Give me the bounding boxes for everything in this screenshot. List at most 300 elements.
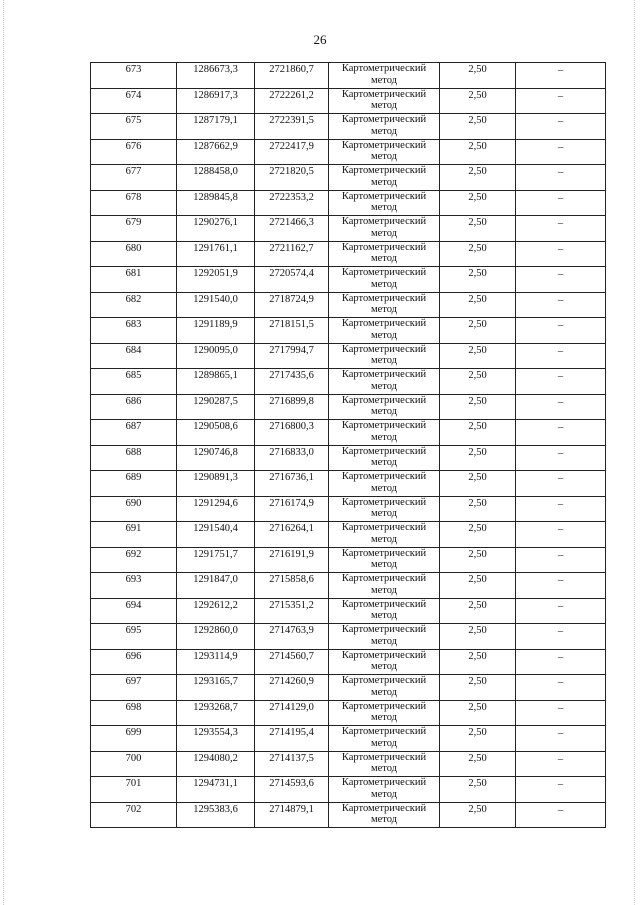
x-coordinate-cell <box>177 547 255 573</box>
note-value: – <box>557 498 564 510</box>
note-value: – <box>557 269 564 280</box>
precision-cell <box>440 802 516 828</box>
note-cell <box>516 216 606 242</box>
y-coordinate-cell <box>255 547 329 573</box>
point-number-cell <box>91 751 177 777</box>
point-number-value: 680 <box>125 242 142 254</box>
x-coordinate-value: 1290287,5 <box>193 395 238 407</box>
note-value: – <box>557 702 564 714</box>
note-value: – <box>557 65 564 76</box>
x-coordinate-value: 1291540,0 <box>193 293 238 305</box>
method-cell <box>329 675 440 701</box>
y-coordinate-value: 2714137,5 <box>269 752 314 764</box>
point-number-value: 698 <box>125 701 142 713</box>
table-row <box>91 598 606 624</box>
precision-value: 2,50 <box>468 599 487 611</box>
method-cell <box>329 165 440 191</box>
precision-cell <box>440 573 516 599</box>
x-coordinate-value: 1291751,7 <box>193 548 238 560</box>
note-cell <box>516 190 606 216</box>
y-coordinate-cell <box>255 318 329 344</box>
y-coordinate-value: 2716736,1 <box>269 472 314 483</box>
note-cell <box>516 318 606 344</box>
precision-value: 2,50 <box>468 293 487 305</box>
table-row <box>91 190 606 216</box>
note-cell <box>516 114 606 140</box>
table-row <box>91 675 606 701</box>
note-cell <box>516 547 606 573</box>
note-value: – <box>557 600 564 612</box>
point-number-cell <box>91 445 177 471</box>
method-value: Картометрический метод <box>341 343 427 366</box>
precision-value: 2,50 <box>468 701 487 713</box>
x-coordinate-cell <box>177 190 255 216</box>
note-value: – <box>557 294 564 306</box>
y-coordinate-cell <box>255 292 329 318</box>
precision-cell <box>440 165 516 191</box>
table-row <box>91 700 606 726</box>
x-coordinate-value: 1291847,0 <box>193 574 238 585</box>
precision-cell <box>440 700 516 726</box>
coordinates-table-body <box>91 63 606 828</box>
point-number-value: 700 <box>125 752 142 764</box>
note-cell <box>516 471 606 497</box>
precision-value: 2,50 <box>468 625 487 636</box>
table-row <box>91 241 606 267</box>
point-number-value: 682 <box>125 293 142 305</box>
precision-value: 2,50 <box>468 574 487 585</box>
table-row <box>91 420 606 446</box>
method-value: Картометрический метод <box>341 394 427 417</box>
y-coordinate-value: 2718151,5 <box>269 319 314 330</box>
y-coordinate-cell <box>255 522 329 548</box>
note-cell <box>516 496 606 522</box>
note-value: – <box>557 320 564 331</box>
y-coordinate-value: 2721860,7 <box>269 64 314 75</box>
point-number-cell <box>91 139 177 165</box>
y-coordinate-value: 2721162,7 <box>269 242 314 254</box>
method-value: Картометрический метод <box>341 88 427 111</box>
point-number-value: 691 <box>125 523 142 534</box>
precision-value: 2,50 <box>468 548 487 560</box>
precision-value: 2,50 <box>468 89 487 101</box>
y-coordinate-value: 2721820,5 <box>269 166 314 177</box>
y-coordinate-cell <box>255 165 329 191</box>
precision-value: 2,50 <box>468 166 487 177</box>
point-number-value: 674 <box>125 89 142 101</box>
note-cell <box>516 726 606 752</box>
precision-cell <box>440 547 516 573</box>
x-coordinate-cell <box>177 777 255 803</box>
x-coordinate-cell <box>177 700 255 726</box>
y-coordinate-value: 2721466,3 <box>269 217 314 228</box>
precision-value: 2,50 <box>468 446 487 458</box>
y-coordinate-value: 2720574,4 <box>269 268 314 279</box>
y-coordinate-cell <box>255 649 329 675</box>
y-coordinate-cell <box>255 369 329 395</box>
y-coordinate-cell <box>255 777 329 803</box>
method-cell <box>329 777 440 803</box>
method-cell <box>329 471 440 497</box>
note-value: – <box>557 422 564 433</box>
x-coordinate-cell <box>177 420 255 446</box>
point-number-cell <box>91 777 177 803</box>
x-coordinate-cell <box>177 675 255 701</box>
note-value: – <box>557 345 564 357</box>
method-cell <box>329 649 440 675</box>
point-number-cell <box>91 420 177 446</box>
x-coordinate-value: 1293165,7 <box>193 676 238 687</box>
point-number-cell <box>91 216 177 242</box>
point-number-value: 694 <box>125 599 142 611</box>
note-value: – <box>557 90 564 102</box>
note-value: – <box>557 677 564 688</box>
point-number-cell <box>91 547 177 573</box>
method-value: Картометрический метод <box>341 318 427 341</box>
precision-value: 2,50 <box>468 115 487 126</box>
point-number-value: 688 <box>125 446 142 458</box>
x-coordinate-cell <box>177 522 255 548</box>
method-value: Картометрический метод <box>341 190 427 213</box>
y-coordinate-value: 2718724,9 <box>269 293 314 305</box>
table-row <box>91 139 606 165</box>
note-cell <box>516 675 606 701</box>
y-coordinate-value: 2715858,6 <box>269 574 314 585</box>
note-value: – <box>557 447 564 459</box>
y-coordinate-value: 2714560,7 <box>269 650 314 662</box>
y-coordinate-cell <box>255 420 329 446</box>
precision-cell <box>440 598 516 624</box>
method-cell <box>329 394 440 420</box>
note-cell <box>516 573 606 599</box>
point-number-value: 693 <box>125 574 142 585</box>
y-coordinate-value: 2722261,2 <box>269 89 314 101</box>
precision-cell <box>440 777 516 803</box>
point-number-value: 701 <box>125 778 142 789</box>
precision-cell <box>440 190 516 216</box>
y-coordinate-value: 2717994,7 <box>269 344 314 356</box>
method-value: Картометрический метод <box>341 649 427 672</box>
note-cell <box>516 649 606 675</box>
table-row <box>91 471 606 497</box>
method-value: Картометрический метод <box>341 522 427 545</box>
note-cell <box>516 165 606 191</box>
method-value: Картометрический метод <box>341 624 427 647</box>
x-coordinate-cell <box>177 369 255 395</box>
x-coordinate-value: 1290095,0 <box>193 344 238 356</box>
point-number-value: 687 <box>125 421 142 432</box>
method-value: Картометрический метод <box>341 420 427 443</box>
table-row <box>91 573 606 599</box>
method-cell <box>329 522 440 548</box>
y-coordinate-value: 2714129,0 <box>269 701 314 713</box>
note-cell <box>516 445 606 471</box>
note-value: – <box>557 396 564 408</box>
point-number-value: 679 <box>125 217 142 228</box>
precision-cell <box>440 216 516 242</box>
x-coordinate-value: 1290276,1 <box>193 217 238 228</box>
point-number-cell <box>91 292 177 318</box>
x-coordinate-value: 1290746,8 <box>193 446 238 458</box>
x-coordinate-value: 1292860,0 <box>193 625 238 636</box>
precision-cell <box>440 343 516 369</box>
x-coordinate-value: 1288458,0 <box>193 166 238 177</box>
point-number-value: 685 <box>125 370 142 381</box>
method-value: Картометрический метод <box>341 700 427 723</box>
precision-cell <box>440 675 516 701</box>
point-number-value: 692 <box>125 548 142 560</box>
method-cell <box>329 190 440 216</box>
point-number-value: 699 <box>125 727 142 738</box>
method-cell <box>329 139 440 165</box>
y-coordinate-cell <box>255 216 329 242</box>
x-coordinate-value: 1286917,3 <box>193 89 238 101</box>
precision-cell <box>440 445 516 471</box>
note-value: – <box>557 218 564 229</box>
point-number-cell <box>91 63 177 89</box>
method-cell <box>329 802 440 828</box>
precision-value: 2,50 <box>468 344 487 356</box>
y-coordinate-cell <box>255 114 329 140</box>
method-cell <box>329 88 440 114</box>
method-value: Картометрический метод <box>341 114 427 137</box>
y-coordinate-cell <box>255 343 329 369</box>
y-coordinate-value: 2722417,9 <box>269 140 314 152</box>
method-cell <box>329 598 440 624</box>
y-coordinate-cell <box>255 394 329 420</box>
y-coordinate-cell <box>255 190 329 216</box>
point-number-value: 695 <box>125 625 142 636</box>
y-coordinate-cell <box>255 675 329 701</box>
table-row <box>91 522 606 548</box>
point-number-cell <box>91 88 177 114</box>
point-number-cell <box>91 598 177 624</box>
method-cell <box>329 726 440 752</box>
note-cell <box>516 63 606 89</box>
x-coordinate-value: 1290891,3 <box>193 472 238 483</box>
precision-value: 2,50 <box>468 752 487 764</box>
method-cell <box>329 420 440 446</box>
scan-edge-left <box>3 0 4 905</box>
point-number-cell <box>91 318 177 344</box>
method-value: Картометрический метод <box>341 139 427 162</box>
y-coordinate-value: 2716174,9 <box>269 497 314 509</box>
point-number-value: 697 <box>125 676 142 687</box>
precision-cell <box>440 318 516 344</box>
y-coordinate-value: 2716800,3 <box>269 421 314 432</box>
precision-cell <box>440 471 516 497</box>
x-coordinate-cell <box>177 726 255 752</box>
method-cell <box>329 63 440 89</box>
method-value: Картометрический метод <box>341 751 427 774</box>
method-value: Картометрический метод <box>341 598 427 621</box>
table-row <box>91 726 606 752</box>
method-cell <box>329 751 440 777</box>
point-number-value: 696 <box>125 650 142 662</box>
precision-cell <box>440 88 516 114</box>
method-cell <box>329 318 440 344</box>
note-cell <box>516 139 606 165</box>
precision-value: 2,50 <box>468 191 487 203</box>
method-value: Картометрический метод <box>341 165 427 188</box>
point-number-cell <box>91 522 177 548</box>
note-cell <box>516 394 606 420</box>
table-row <box>91 88 606 114</box>
note-value: – <box>557 192 564 204</box>
x-coordinate-value: 1292051,9 <box>193 268 238 279</box>
y-coordinate-value: 2714195,4 <box>269 727 314 738</box>
precision-cell <box>440 241 516 267</box>
note-cell <box>516 267 606 293</box>
method-value: Картометрический метод <box>341 573 427 596</box>
note-cell <box>516 624 606 650</box>
precision-value: 2,50 <box>468 523 487 534</box>
precision-cell <box>440 649 516 675</box>
y-coordinate-cell <box>255 471 329 497</box>
note-cell <box>516 292 606 318</box>
x-coordinate-cell <box>177 751 255 777</box>
table-row <box>91 318 606 344</box>
point-number-value: 684 <box>125 344 142 356</box>
x-coordinate-value: 1295383,6 <box>193 803 238 815</box>
note-value: – <box>557 141 564 153</box>
y-coordinate-cell <box>255 496 329 522</box>
method-cell <box>329 241 440 267</box>
method-value: Картометрический метод <box>341 777 427 800</box>
precision-value: 2,50 <box>468 395 487 407</box>
x-coordinate-cell <box>177 139 255 165</box>
x-coordinate-value: 1291294,6 <box>193 497 238 509</box>
precision-value: 2,50 <box>468 421 487 432</box>
x-coordinate-value: 1287179,1 <box>193 115 238 126</box>
method-cell <box>329 573 440 599</box>
note-value: – <box>557 371 564 382</box>
x-coordinate-value: 1293114,9 <box>193 650 238 662</box>
x-coordinate-value: 1286673,3 <box>193 64 238 75</box>
x-coordinate-value: 1291540,4 <box>193 523 238 534</box>
note-value: – <box>557 651 564 663</box>
table-row <box>91 394 606 420</box>
x-coordinate-value: 1289845,8 <box>193 191 238 203</box>
point-number-value: 678 <box>125 191 142 203</box>
precision-cell <box>440 420 516 446</box>
table-row <box>91 751 606 777</box>
point-number-cell <box>91 190 177 216</box>
table-row <box>91 649 606 675</box>
x-coordinate-value: 1287662,9 <box>193 140 238 152</box>
y-coordinate-cell <box>255 241 329 267</box>
precision-value: 2,50 <box>468 472 487 483</box>
x-coordinate-cell <box>177 496 255 522</box>
method-cell <box>329 445 440 471</box>
y-coordinate-cell <box>255 624 329 650</box>
precision-value: 2,50 <box>468 497 487 509</box>
y-coordinate-cell <box>255 598 329 624</box>
scan-edge-right <box>634 0 635 905</box>
point-number-cell <box>91 700 177 726</box>
table-row <box>91 369 606 395</box>
y-coordinate-value: 2714593,6 <box>269 778 314 789</box>
note-value: – <box>557 804 564 816</box>
note-value: – <box>557 473 564 484</box>
note-cell <box>516 598 606 624</box>
x-coordinate-value: 1290508,6 <box>193 421 238 432</box>
x-coordinate-cell <box>177 471 255 497</box>
method-cell <box>329 369 440 395</box>
note-value: – <box>557 779 564 790</box>
method-cell <box>329 343 440 369</box>
point-number-value: 677 <box>125 166 142 177</box>
method-value: Картометрический метод <box>341 241 427 264</box>
method-value: Картометрический метод <box>341 726 427 749</box>
y-coordinate-value: 2717435,6 <box>269 370 314 381</box>
y-coordinate-value: 2714260,9 <box>269 676 314 687</box>
precision-value: 2,50 <box>468 140 487 152</box>
x-coordinate-cell <box>177 63 255 89</box>
note-cell <box>516 751 606 777</box>
table-row <box>91 216 606 242</box>
note-cell <box>516 522 606 548</box>
y-coordinate-value: 2715351,2 <box>269 599 314 611</box>
method-cell <box>329 700 440 726</box>
method-value: Картометрический метод <box>341 496 427 519</box>
point-number-cell <box>91 726 177 752</box>
x-coordinate-cell <box>177 88 255 114</box>
note-value: – <box>557 167 564 178</box>
method-value: Картометрический метод <box>341 216 427 239</box>
precision-cell <box>440 267 516 293</box>
table-row <box>91 624 606 650</box>
precision-cell <box>440 496 516 522</box>
point-number-value: 690 <box>125 497 142 509</box>
x-coordinate-value: 1294731,1 <box>193 778 238 789</box>
method-cell <box>329 216 440 242</box>
point-number-cell <box>91 649 177 675</box>
method-value: Картометрический метод <box>341 471 427 494</box>
precision-cell <box>440 624 516 650</box>
y-coordinate-cell <box>255 139 329 165</box>
precision-value: 2,50 <box>468 217 487 228</box>
point-number-value: 689 <box>125 472 142 483</box>
x-coordinate-cell <box>177 394 255 420</box>
x-coordinate-value: 1291761,1 <box>193 242 238 254</box>
precision-cell <box>440 751 516 777</box>
precision-value: 2,50 <box>468 727 487 738</box>
table-row <box>91 114 606 140</box>
point-number-value: 676 <box>125 140 142 152</box>
note-cell <box>516 700 606 726</box>
y-coordinate-value: 2716264,1 <box>269 523 314 534</box>
precision-value: 2,50 <box>468 778 487 789</box>
point-number-cell <box>91 675 177 701</box>
x-coordinate-cell <box>177 343 255 369</box>
method-value: Картометрический метод <box>341 267 427 290</box>
precision-cell <box>440 292 516 318</box>
y-coordinate-value: 2714879,1 <box>269 803 314 815</box>
method-cell <box>329 114 440 140</box>
y-coordinate-value: 2722353,2 <box>269 191 314 203</box>
x-coordinate-value: 1293554,3 <box>193 727 238 738</box>
table-row <box>91 63 606 89</box>
point-number-cell <box>91 165 177 191</box>
note-cell <box>516 88 606 114</box>
y-coordinate-cell <box>255 573 329 599</box>
point-number-cell <box>91 573 177 599</box>
y-coordinate-cell <box>255 63 329 89</box>
precision-cell <box>440 114 516 140</box>
note-value: – <box>557 728 564 739</box>
y-coordinate-value: 2716833,0 <box>269 446 314 458</box>
